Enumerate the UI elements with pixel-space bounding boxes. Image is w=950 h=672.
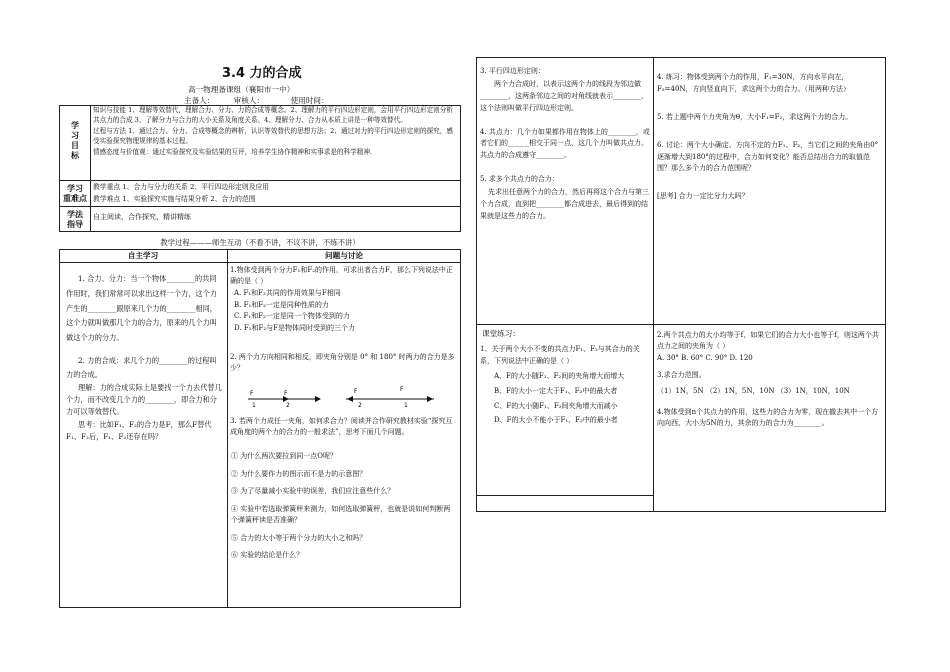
discussion-q3: 3. 若两个力成任一夹角，如何求合力？阅读并合作研究教材实验“探究互成角度的两个力的合力的一般求法”，思考下面几个问题。 bbox=[230, 417, 453, 437]
row-label-method: 学法 指导 bbox=[67, 209, 83, 229]
self-study-content: 1. 合力、分力：当一个物体________的共同作用时，我们常常可以求出这样一个力，这个力产生的________跟原来几个力的________相同，这个力就叫做那几个力的合力，原来的几个力叫做这个力的分力。 2. 力的合成：求几个力的________的过程叫力的合成。 理解：力的合成实际上是要找一个力去代替几个力，而不改变几个力的________，即合力和分力可以等效替代。 思考：比如F₁、F₂的合力是F，那么F替代F₁、F₂后，F₁、F₂还存在吗？ bbox=[66, 274, 222, 441]
practice-heading: 课堂练习： bbox=[482, 329, 520, 338]
svg-text:F: F bbox=[284, 390, 288, 397]
svg-text:F: F bbox=[250, 390, 254, 397]
practice-q1: 1、关于两个大小不变的共点力F₁、F₂与其合力的关系，下列说法中正确的是（ ） A、F的大小随F₁、F₂间的夹角增大而增大 B、F的大小一定大于F₁、F₂中的最大者 C、F的大小随F₁、F₂间夹角增大而减小 D、F的大小不能小于F₁、F₂中的最小者 bbox=[480, 345, 640, 425]
discussion-q1: 1.物体受到两个分力F₁和F₂的作用，可求出者合力F，那么下列说法中正确的是（ ） A. F₁和F₂共同的作用效果与F相同 B. F₁和F₂一定是同种性质的力 C. F₁和F₂一定是同一个物体受到的力 D. F₁和F₂与F是物体同时受到的三个力 bbox=[230, 266, 453, 333]
svg-text:F: F bbox=[400, 386, 404, 393]
practice-q2-q4: 2.两个共点力的大小均等于f，如果它们的合力大小也等于f，则这两个共点力之间的夹角为（ ） A. 30° B. 60° C. 90° D. 120 3.求合力范围。 （1）1N，5N （2）1N，5N，10N （3）1N，10N，10N 4.物体受到n个共点力的作用，这些力的合力为零，现在撤去其中一个方向向西、大小为5N的力，其余的力的合力为________。 bbox=[657, 331, 879, 428]
keypoints-content: 教学重点 1、合力与分力的关系 2、平行四边形定则及应用 教学难点 1、实验探究实施与结果分析 2、合力的范围 bbox=[93, 183, 270, 203]
page-title: 3.4 力的合成 bbox=[222, 66, 302, 81]
method-content: 自主阅读、合作探究、精讲精练 bbox=[93, 213, 191, 221]
row-label-goals: 学 习 目 标 bbox=[71, 120, 79, 160]
discussion-q3-items: ① 为什么两次要拉到同一点O呢？ ② 为什么要作力的图示而不是力的示意图？ ③ 为了尽量减小实验中的误差，我们应注意些什么？ ④ 实验中若选取弹簧秤来测力，如何选取弹簧秤，也就是说如何判断两个弹簧秤读是否准确？ ⑤ 合力的大小等于两个分力的大小之和吗？ ⑥ 实验的结论是什么？ bbox=[231, 452, 451, 560]
col-discussion: 问题与讨论 bbox=[325, 251, 363, 260]
process-heading: 教学过程———师生互动（不看不讲，不议不讲，不练不讲） bbox=[160, 238, 360, 247]
right-topright-content: 4. 练习：物体受到两个力的作用，F₁=30N，方向水平向左，F₂=40N，方向竖直向下，求这两个力的合力。（用两种方法） 5. 若上题中两个力夹角为θ，大小F₁=F₂，求这两个力的合力。 6. 讨论：两个大小确定、方向不定的力F₁、F₂，当它们之间的夹角由0°逐渐增大到180°的过程中，合力如何变化？能否总结出合力的取值范围？那么多个力的合力范围呢？ [思考] 合力一定比分力大吗？ bbox=[657, 73, 879, 201]
svg-text:1: 1 bbox=[252, 402, 256, 409]
byline: 主备人： 审核人： 使用时间： bbox=[184, 96, 329, 105]
svg-text:1: 1 bbox=[404, 402, 408, 409]
right-topleft-content: 3. 平行四边形定则： 两个力合成时，以表示这两个力的线段为邻边做________，这两条邻边之间的对角线就表示________，这个法则叫做平行四边形定则。 4. 共点力：几个力如果都作用在物体上的________，或者它们的______相交于同一点，这几个力叫做共点力。共点力的合成遵守________。 5. 求多个共点力的合力： 先求出任意两个力的合力，然后再将这个合力与第三个力合成，直到把________都合成进去，最后得到的结果就是这些力的合力。 bbox=[480, 67, 650, 220]
force-diagram bbox=[236, 383, 436, 413]
group-name: 高一物理备课组（襄阳市一中） bbox=[188, 85, 295, 94]
goals-content: 知识与技能 1、理解等效替代，理解合力、分力、力的合成等概念。2、理解力的平行四边形定则，会用平行四边形定则分析共点力的合成 3、了解分力与合力的大小关系及角度关系。4、理解分力、合力从本质上讲是一种等效替代。 过程与方法 1、通过合力、分力、合成等概念的辨析，认识等效替代的思想方法；2、通过对力的平行四边形定则的探究，感受实验探究物理规律的基本过程。 情感态度与价值观：通过实验探究及实验结果的互评，培养学生协作精神和实事求是的科学精神. bbox=[93, 106, 453, 156]
svg-text:F: F bbox=[354, 388, 358, 395]
col-self-study: 自主学习 bbox=[127, 251, 159, 260]
svg-text:2: 2 bbox=[286, 402, 290, 409]
row-label-keypoints: 学习 重难点 bbox=[63, 183, 87, 203]
discussion-q2: 2. 两个力方向相同和相反，即夹角分别是 0° 和 180° 时两力的合力是多少？ bbox=[230, 353, 455, 373]
svg-text:2: 2 bbox=[358, 402, 362, 409]
